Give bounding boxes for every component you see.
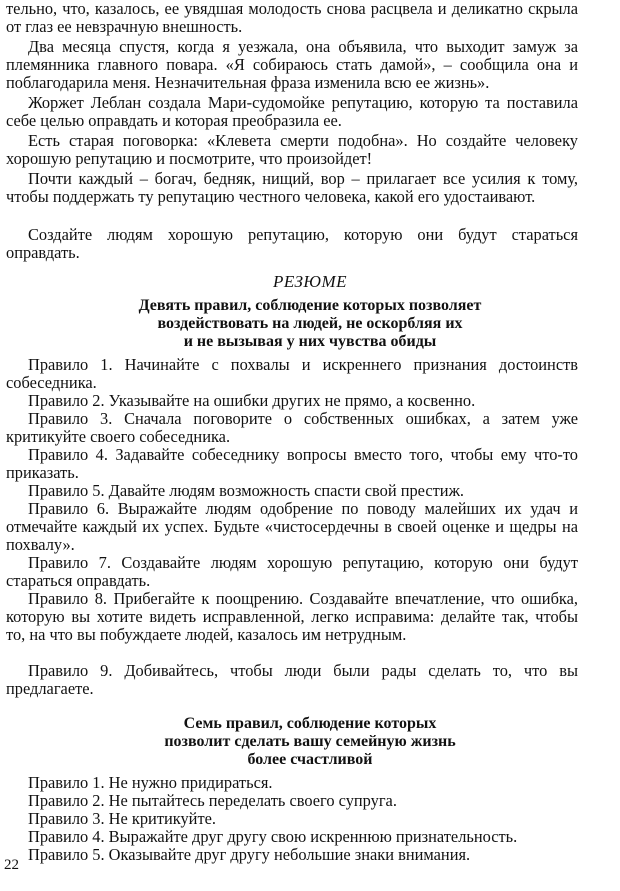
family-heading-line-2: позволит сделать вашу семейную жизнь: [164, 733, 456, 750]
summary-heading-line-2: воздействовать на людей, не оскорбляя их: [157, 315, 463, 332]
summary-title: РЕЗЮМЕ: [272, 272, 348, 291]
summary-rule-3: Правило 3. Сначала поговорите о собственных ошибках, а затем уже критикуйте своего собеседника.: [6, 409, 578, 446]
family-rule-4: Правило 4. Выражайте друг другу свою искреннюю признательность.: [28, 827, 518, 846]
page-number: 22: [4, 857, 19, 873]
paragraph-3: Жоржет Леблан создала Мари-судомойке репутацию, которую та поставила себе целью оправдать и которая преобразила ее.: [6, 93, 578, 130]
family-rule-2: Правило 2. Не пытайтесь переделать своего супруга.: [28, 791, 397, 810]
paragraph-5: Почти каждый – богач, бедняк, нищий, вор – прилагает все усилия к тому, чтобы поддержать ту репутацию честного человека, какой его удостаивают.: [6, 169, 578, 206]
paragraph-6: Создайте людям хорошую репутацию, которую они будут стараться оправдать.: [6, 225, 578, 262]
family-rule-5: Правило 5. Оказывайте друг другу небольшие знаки внимания.: [28, 845, 471, 864]
summary-rule-6: Правило 6. Выражайте людям одобрение по поводу малейших их удач и отмечайте каждый их успех. Будьте «чистосердечны в своей оценке и щедры на похвалу».: [6, 499, 578, 554]
summary-rule-4: Правило 4. Задавайте собеседнику вопросы вместо того, чтобы ему что-то приказать.: [6, 445, 578, 482]
summary-rule-1: Правило 1. Начинайте с похвалы и искреннего признания достоинств собеседника.: [6, 355, 578, 392]
summary-rule-2: Правило 2. Указывайте на ошибки других не прямо, а косвенно.: [28, 391, 476, 410]
family-heading-line-1: Семь правил, соблюдение которых: [183, 715, 437, 732]
family-rule-1: Правило 1. Не нужно придираться.: [28, 773, 273, 792]
summary-heading-line-1: Девять правил, соблюдение которых позволяет: [138, 297, 482, 314]
family-heading-line-3: более счастливой: [247, 751, 373, 768]
summary-rule-9: Правило 9. Добивайтесь, чтобы люди были рады сделать то, что вы предлагаете.: [6, 661, 578, 698]
summary-heading-line-3: и не вызывая у них чувства обиды: [183, 333, 437, 350]
paragraph-4: Есть старая поговорка: «Клевета смерти подобна». Но создайте человеку хорошую репутацию и посмотрите, что произойдет!: [6, 131, 578, 168]
paragraph-1: тельно, что, казалось, ее увядшая молодость снова расцвела и деликатно скрыла от глаз ее невзрачную внешность.: [6, 0, 578, 36]
family-rule-3: Правило 3. Не критикуйте.: [28, 809, 216, 828]
summary-rule-5: Правило 5. Давайте людям возможность спасти свой престиж.: [28, 481, 464, 500]
paragraph-2: Два месяца спустя, когда я уезжала, она объявила, что выходит замуж за племянника главного повара. «Я собираюсь стать дамой», – сообщила она и поблагодарила меня. Незначительная фраза изменила всю ее жизнь».: [6, 37, 578, 92]
summary-rule-7: Правило 7. Создавайте людям хорошую репутацию, которую они будут стараться оправдать.: [6, 553, 578, 590]
summary-rule-8: Правило 8. Прибегайте к поощрению. Создавайте впечатление, что ошибка, которую вы хотите видеть исправленной, легко исправима: делайте так, чтобы то, на что вы побуждаете людей, казалось им нетрудным.: [6, 589, 578, 644]
